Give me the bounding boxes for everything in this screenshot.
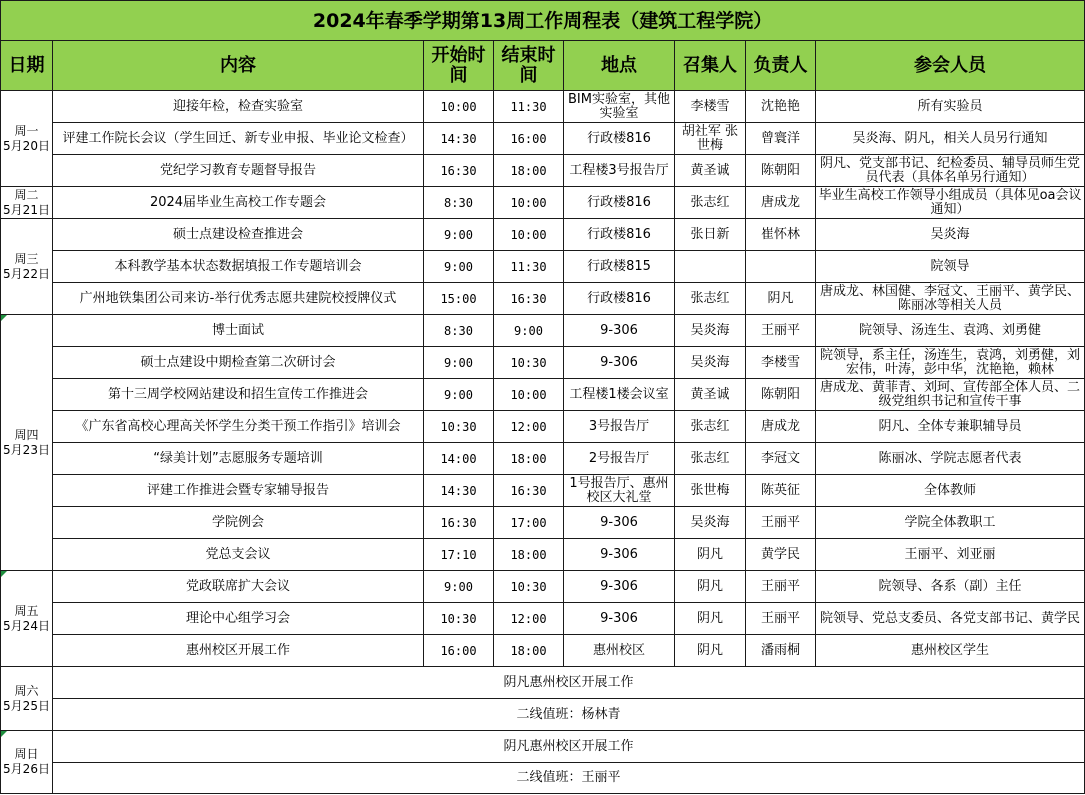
event-content: 学院例会 — [53, 507, 424, 539]
event-attendees: 唐成龙、黄菲青、刘珂、宣传部全体人员、二级党组织书记和宣传干事 — [816, 379, 1085, 411]
event-owner: 王丽平 — [746, 571, 816, 603]
event-start-time: 16:00 — [424, 635, 494, 667]
event-attendees: 院领导 — [816, 251, 1085, 283]
table-row — [1, 187, 1085, 219]
event-content: 第十三周学校网站建设和招生宣传工作推进会 — [53, 379, 424, 411]
day-cell-thursday — [1, 315, 53, 571]
event-attendees: 惠州校区学生 — [816, 635, 1085, 667]
title-row — [1, 1, 1085, 41]
table-row — [1, 91, 1085, 123]
event-location: 工程楼1楼会议室 — [564, 379, 675, 411]
table-row — [1, 635, 1085, 667]
event-convener: 吴炎海 — [675, 347, 746, 379]
event-convener: 吴炎海 — [675, 507, 746, 539]
header-end-time: 结束时间 — [494, 41, 564, 91]
event-location: 行政楼816 — [564, 187, 675, 219]
event-start-time: 9:00 — [424, 571, 494, 603]
event-start-time: 15:00 — [424, 283, 494, 315]
header-row — [1, 41, 1085, 91]
event-start-time: 8:30 — [424, 315, 494, 347]
duty-note: 二线值班：王丽平 — [53, 763, 1085, 794]
event-end-time: 12:00 — [494, 411, 564, 443]
header-content: 内容 — [53, 41, 424, 91]
event-start-time: 8:30 — [424, 187, 494, 219]
event-end-time: 10:30 — [494, 347, 564, 379]
event-end-time: 18:00 — [494, 635, 564, 667]
table-row — [1, 443, 1085, 475]
event-end-time: 18:00 — [494, 155, 564, 187]
date-label: 5月25日 — [3, 698, 50, 713]
cell-flag-marker — [1, 731, 7, 737]
event-owner: 黄学民 — [746, 539, 816, 571]
table-row — [1, 603, 1085, 635]
event-attendees: 院领导、党总支委员、各党支部书记、黄学民 — [816, 603, 1085, 635]
event-convener: 张世梅 — [675, 475, 746, 507]
event-attendees: 毕业生高校工作领导小组成员（具体见oa会议通知） — [816, 187, 1085, 219]
event-owner: 沈艳艳 — [746, 91, 816, 123]
event-content: 本科教学基本状态数据填报工作专题培训会 — [53, 251, 424, 283]
event-owner: 阴凡 — [746, 283, 816, 315]
date-label: 5月24日 — [3, 618, 50, 633]
event-start-time: 9:00 — [424, 379, 494, 411]
event-attendees: 全体教师 — [816, 475, 1085, 507]
event-convener: 阴凡 — [675, 539, 746, 571]
event-attendees: 阴凡、党支部书记、纪检委员、辅导员师生党员代表（具体名单另行通知） — [816, 155, 1085, 187]
event-end-time: 11:30 — [494, 251, 564, 283]
event-content: 党政联席扩大会议 — [53, 571, 424, 603]
event-start-time: 17:10 — [424, 539, 494, 571]
event-content: 广州地铁集团公司来访-举行优秀志愿共建院校授牌仪式 — [53, 283, 424, 315]
event-start-time: 10:30 — [424, 603, 494, 635]
weekday-label: 周二 — [14, 187, 39, 202]
event-attendees: 陈丽冰、学院志愿者代表 — [816, 443, 1085, 475]
table-row — [1, 539, 1085, 571]
event-location: 9-306 — [564, 347, 675, 379]
duty-note: 二线值班：杨林青 — [53, 699, 1085, 731]
event-owner: 陈英征 — [746, 475, 816, 507]
event-owner: 王丽平 — [746, 603, 816, 635]
event-start-time: 10:00 — [424, 91, 494, 123]
event-attendees: 阴凡、全体专兼职辅导员 — [816, 411, 1085, 443]
event-owner: 陈朝阳 — [746, 379, 816, 411]
event-end-time: 17:00 — [494, 507, 564, 539]
date-label: 5月20日 — [3, 138, 50, 153]
event-end-time: 18:00 — [494, 443, 564, 475]
event-convener: 胡社军 张世梅 — [675, 123, 746, 155]
event-owner: 王丽平 — [746, 315, 816, 347]
event-owner: 潘雨桐 — [746, 635, 816, 667]
event-content: 党总支会议 — [53, 539, 424, 571]
event-location: 惠州校区 — [564, 635, 675, 667]
day-note: 阴凡惠州校区开展工作 — [53, 667, 1085, 699]
event-convener — [675, 251, 746, 283]
event-start-time: 14:00 — [424, 443, 494, 475]
event-convener: 张日新 — [675, 219, 746, 251]
event-owner: 陈朝阳 — [746, 155, 816, 187]
table-row — [1, 731, 1085, 763]
table-row — [1, 411, 1085, 443]
event-start-time: 14:30 — [424, 123, 494, 155]
event-convener: 李楼雪 — [675, 91, 746, 123]
event-end-time: 10:00 — [494, 219, 564, 251]
event-end-time: 10:00 — [494, 379, 564, 411]
event-location: 9-306 — [564, 603, 675, 635]
table-row — [1, 699, 1085, 731]
event-convener: 张志红 — [675, 187, 746, 219]
table-row — [1, 763, 1085, 794]
day-cell-saturday — [1, 667, 53, 731]
event-attendees: 院领导、汤连生、袁鸿、刘勇健 — [816, 315, 1085, 347]
event-owner — [746, 251, 816, 283]
event-start-time: 9:00 — [424, 347, 494, 379]
event-content: 硕士点建设中期检查第二次研讨会 — [53, 347, 424, 379]
event-content: 《广东省高校心理高关怀学生分类干预工作指引》培训会 — [53, 411, 424, 443]
header-attendees: 参会人员 — [816, 41, 1085, 91]
event-attendees: 吴炎海 — [816, 219, 1085, 251]
event-location: 行政楼816 — [564, 123, 675, 155]
event-location: 工程楼3号报告厅 — [564, 155, 675, 187]
event-location: 1号报告厅、惠州校区大礼堂 — [564, 475, 675, 507]
event-end-time: 11:30 — [494, 91, 564, 123]
event-attendees: 吴炎海、阴凡，相关人员另行通知 — [816, 123, 1085, 155]
event-content: 惠州校区开展工作 — [53, 635, 424, 667]
day-cell-tuesday — [1, 187, 53, 219]
event-location: 9-306 — [564, 571, 675, 603]
table-row — [1, 123, 1085, 155]
event-content: 理论中心组学习会 — [53, 603, 424, 635]
table-row — [1, 507, 1085, 539]
event-owner: 唐成龙 — [746, 187, 816, 219]
event-content: 博士面试 — [53, 315, 424, 347]
header-owner: 负责人 — [746, 41, 816, 91]
table-row — [1, 347, 1085, 379]
event-content: 评建工作院长会议（学生回迁、新专业申报、毕业论文检查） — [53, 123, 424, 155]
event-owner: 崔怀林 — [746, 219, 816, 251]
event-end-time: 12:00 — [494, 603, 564, 635]
table-row — [1, 379, 1085, 411]
date-label: 5月21日 — [3, 202, 50, 217]
event-location: 行政楼816 — [564, 219, 675, 251]
event-attendees: 所有实验员 — [816, 91, 1085, 123]
event-convener: 阴凡 — [675, 603, 746, 635]
header-date: 日期 — [1, 41, 53, 91]
event-start-time: 10:30 — [424, 411, 494, 443]
event-location: 9-306 — [564, 539, 675, 571]
table-row — [1, 155, 1085, 187]
weekday-label: 周一 — [14, 123, 39, 138]
event-start-time: 9:00 — [424, 251, 494, 283]
date-label: 5月23日 — [3, 442, 50, 457]
event-content: 党纪学习教育专题督导报告 — [53, 155, 424, 187]
event-end-time: 16:00 — [494, 123, 564, 155]
event-convener: 阴凡 — [675, 635, 746, 667]
event-owner: 唐成龙 — [746, 411, 816, 443]
event-start-time: 16:30 — [424, 155, 494, 187]
table-row — [1, 571, 1085, 603]
event-convener: 黄圣诚 — [675, 155, 746, 187]
event-content: 迎接年检，检查实验室 — [53, 91, 424, 123]
event-location: 行政楼815 — [564, 251, 675, 283]
event-location: 9-306 — [564, 507, 675, 539]
event-attendees: 王丽平、刘亚丽 — [816, 539, 1085, 571]
event-attendees: 唐成龙、林国健、李冠文、王丽平、黄学民、陈丽冰等相关人员 — [816, 283, 1085, 315]
table-row — [1, 667, 1085, 699]
weekday-label: 周日 — [14, 747, 39, 761]
date-label: 5月26日 — [3, 762, 50, 776]
event-location: BIM实验室，其他实验室 — [564, 91, 675, 123]
weekday-label: 周四 — [14, 427, 39, 442]
event-location: 3号报告厅 — [564, 411, 675, 443]
event-owner: 王丽平 — [746, 507, 816, 539]
weekday-label: 周六 — [14, 683, 39, 698]
event-location: 9-306 — [564, 315, 675, 347]
event-content: “绿美计划”志愿服务专题培训 — [53, 443, 424, 475]
event-convener: 张志红 — [675, 411, 746, 443]
event-attendees: 院领导、各系（副）主任 — [816, 571, 1085, 603]
event-start-time: 14:30 — [424, 475, 494, 507]
cell-flag-marker — [1, 315, 7, 321]
day-cell-friday — [1, 571, 53, 667]
sheet-title: 2024年春季学期第13周工作周程表（建筑工程学院） — [1, 1, 1085, 41]
event-convener: 阴凡 — [675, 571, 746, 603]
day-note: 阴凡惠州校区开展工作 — [53, 731, 1085, 763]
event-end-time: 16:30 — [494, 283, 564, 315]
event-owner: 李楼雪 — [746, 347, 816, 379]
event-convener: 张志红 — [675, 283, 746, 315]
event-content: 硕士点建设检查推进会 — [53, 219, 424, 251]
event-end-time: 10:00 — [494, 187, 564, 219]
event-location: 2号报告厅 — [564, 443, 675, 475]
event-start-time: 9:00 — [424, 219, 494, 251]
event-owner: 李冠文 — [746, 443, 816, 475]
event-convener: 张志红 — [675, 443, 746, 475]
date-label: 5月22日 — [3, 266, 50, 281]
cell-flag-marker — [1, 571, 7, 577]
event-location: 行政楼816 — [564, 283, 675, 315]
table-row — [1, 283, 1085, 315]
table-row — [1, 251, 1085, 283]
header-location: 地点 — [564, 41, 675, 91]
day-cell-wednesday — [1, 219, 53, 315]
day-cell-monday — [1, 91, 53, 187]
weekday-label: 周五 — [14, 603, 39, 618]
header-start-time: 开始时间 — [424, 41, 494, 91]
event-attendees: 学院全体教职工 — [816, 507, 1085, 539]
event-end-time: 18:00 — [494, 539, 564, 571]
event-owner: 曾寰洋 — [746, 123, 816, 155]
table-row — [1, 315, 1085, 347]
event-start-time: 16:30 — [424, 507, 494, 539]
table-row — [1, 219, 1085, 251]
event-content: 评建工作推进会暨专家辅导报告 — [53, 475, 424, 507]
table-row — [1, 475, 1085, 507]
day-cell-sunday — [1, 731, 53, 794]
event-content: 2024届毕业生高校工作专题会 — [53, 187, 424, 219]
event-attendees: 院领导，系主任，汤连生，袁鸿，刘勇健，刘宏伟，叶涛，彭中华，沈艳艳，赖林 — [816, 347, 1085, 379]
event-convener: 吴炎海 — [675, 315, 746, 347]
event-end-time: 16:30 — [494, 475, 564, 507]
event-end-time: 10:30 — [494, 571, 564, 603]
event-convener: 黄圣诚 — [675, 379, 746, 411]
header-convener: 召集人 — [675, 41, 746, 91]
weekday-label: 周三 — [14, 251, 39, 266]
event-end-time: 9:00 — [494, 315, 564, 347]
